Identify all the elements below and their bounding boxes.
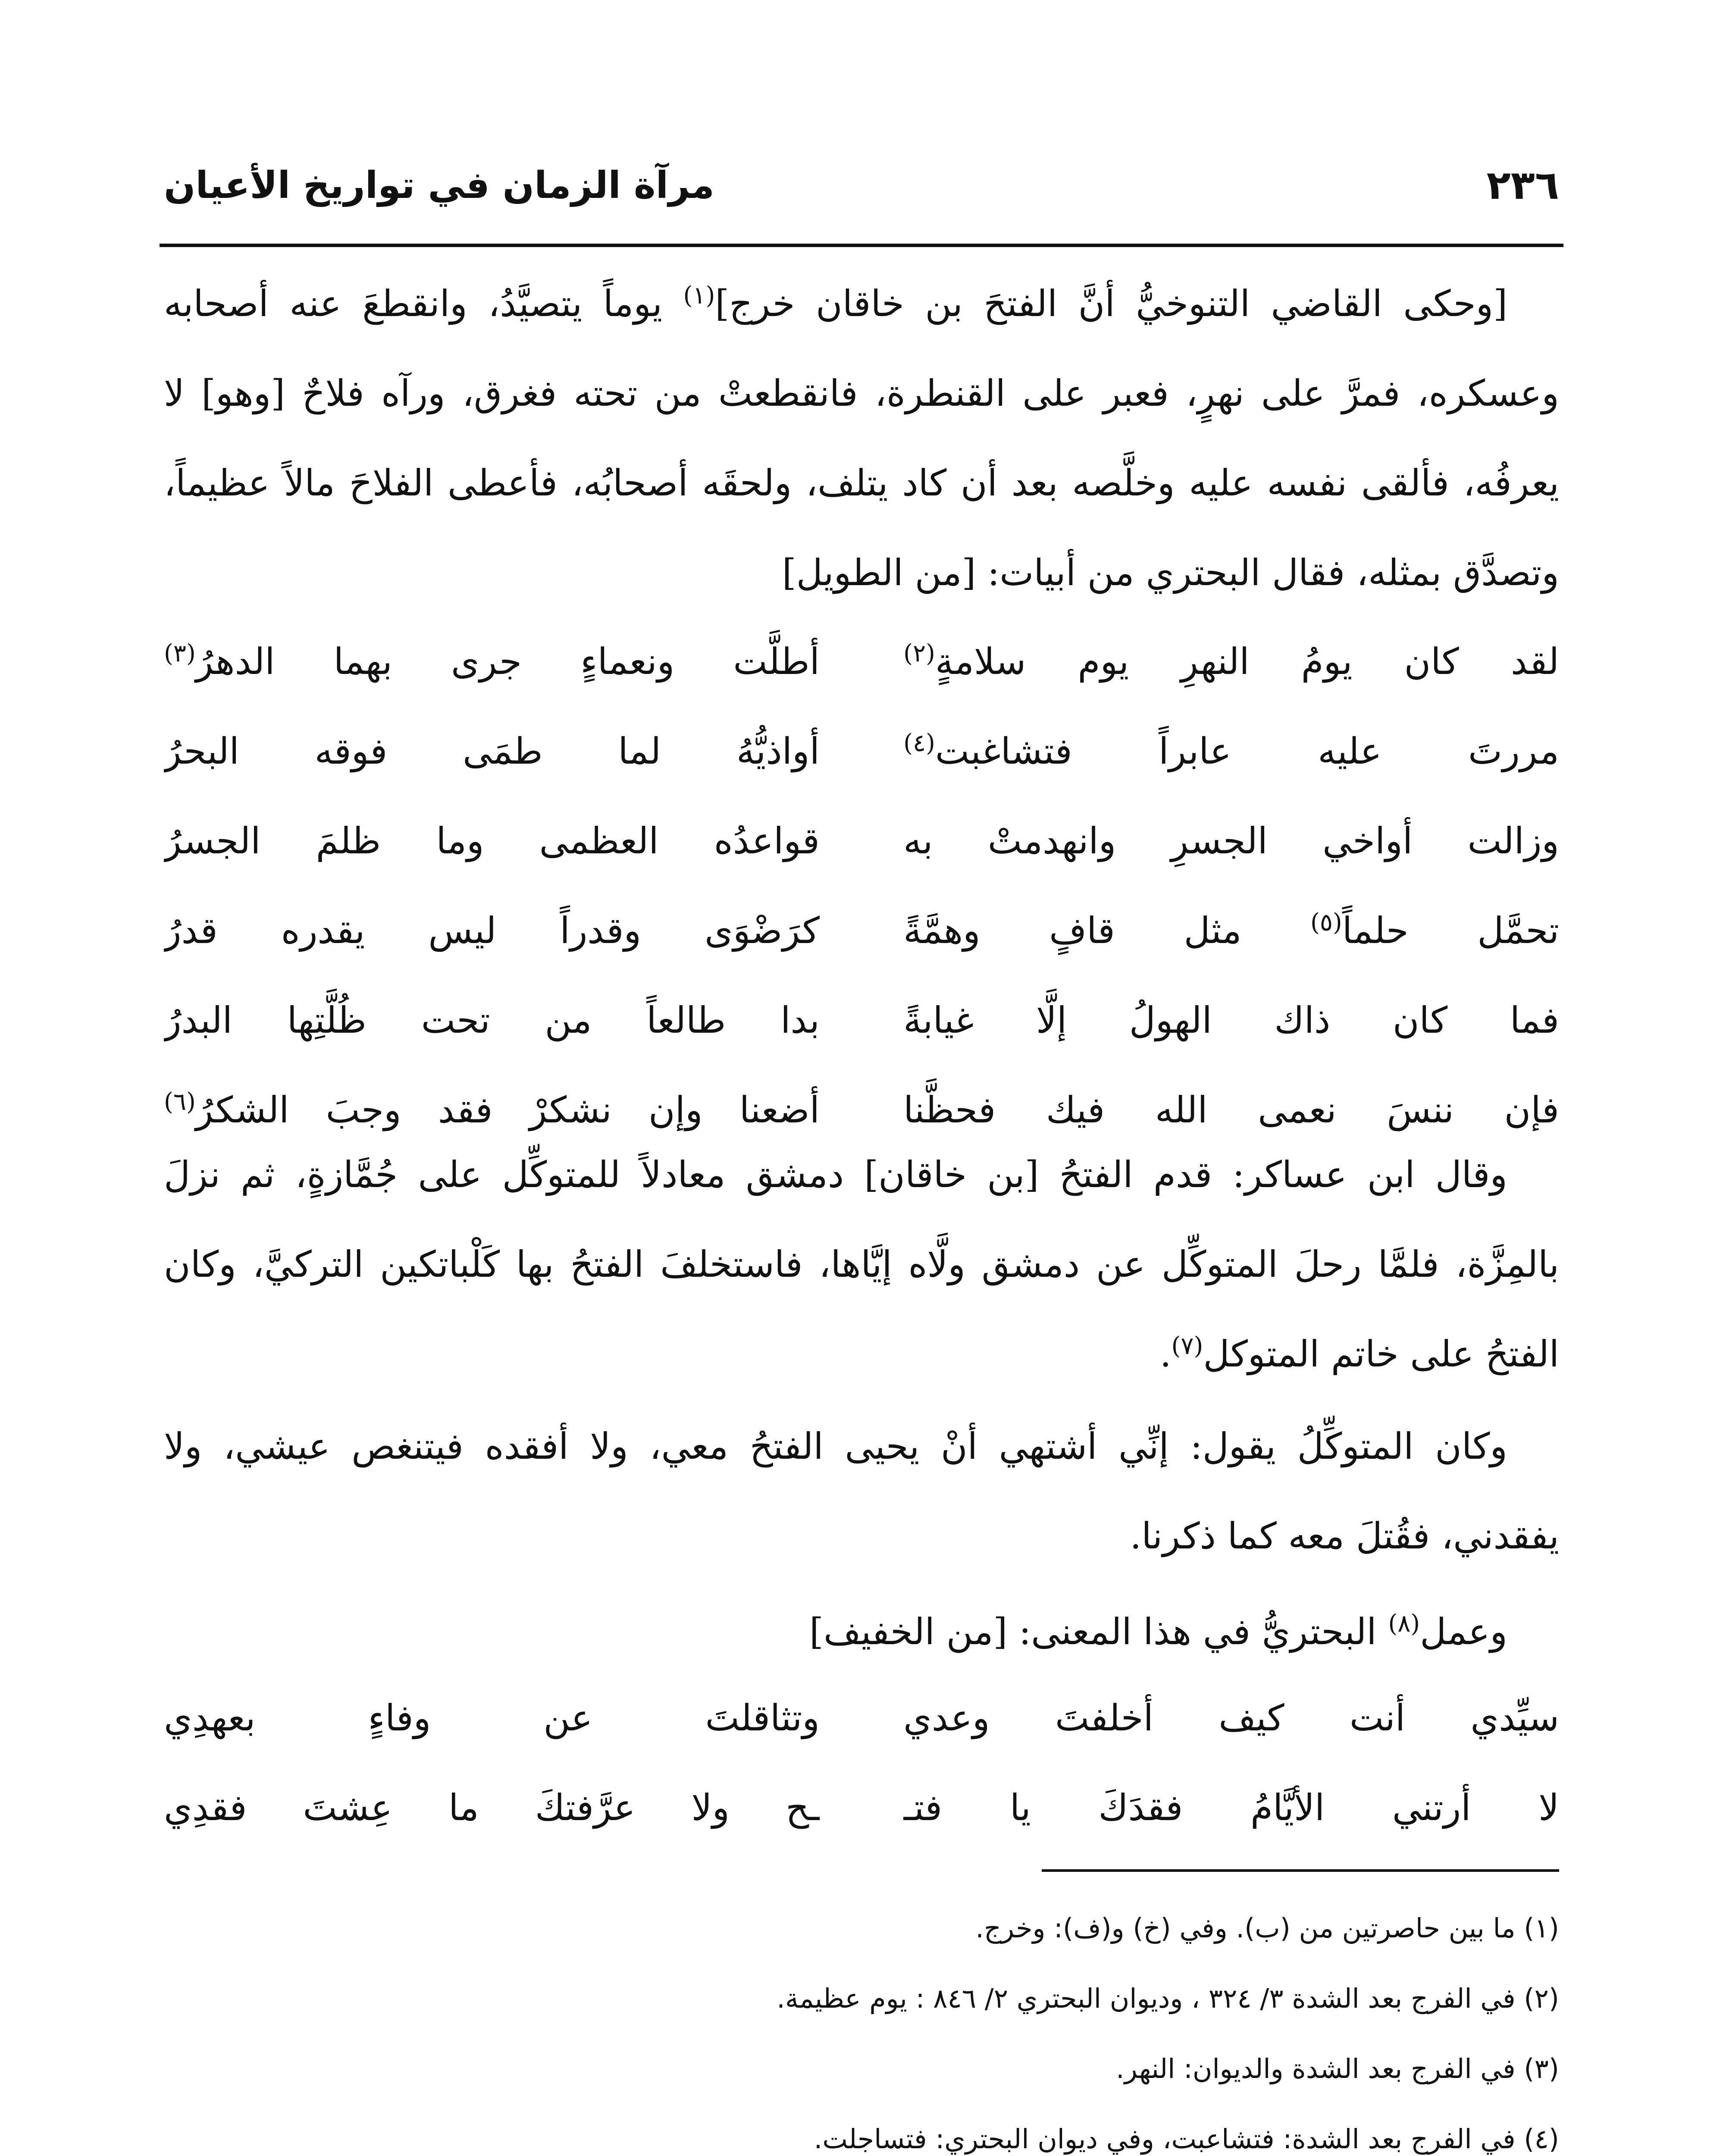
verse-line (164, 1763, 1559, 1852)
verse-second-hemistich: أضعنا وإن نشكرْ فقد وجبَ الشكرُ$^{(٦)}$ (164, 1088, 820, 1131)
footnote-marker: (١) (683, 282, 715, 310)
footnote-marker: (٦) (164, 1088, 196, 1116)
verse-second-hemistich: قواعدُه العظمى وما ظلمَ الجسرُ (164, 820, 820, 862)
footnote-marker: (٥) (1310, 909, 1342, 937)
paragraph-text: [وحكى القاضي التنوخيُّ أنَّ الفتحَ بن خاقان خرج] (715, 282, 1507, 325)
footnote-marker: (٤) (903, 729, 935, 757)
footnote: (١) ما بين حاصرتين من (ب). وفي (خ) و(ف): وخرج. (975, 1912, 1559, 1944)
verse-second-hemistich: كرَضْوَى وقدراً ليس يقدره قدرُ (164, 909, 820, 952)
footnotes (164, 1893, 1559, 2156)
paragraph-ibn-asakir: وقال ابن عساكر: قدم الفتحُ [بن خاقان] دمشق معادلاً للمتوكِّل على جُمَّازةٍ، ثم نزلَ بالمِزَّة، فلمَّا رحلَ المتوكِّل عن دمشق ولَّاه إيَّاها، فاستخلفَ الفتحُ بها كَلْباتكين التركيَّ، وكان الفتحُ على خاتم المتوكل$^{(٧)}$. (164, 1153, 1559, 1375)
verse-second-hemistich: ـح ولا عرَّفتكَ ما عِشتَ فقدِي (164, 1786, 820, 1829)
paragraph-text: وعمل (1420, 1611, 1507, 1653)
verse-line (164, 975, 1559, 1065)
verse-first-hemistich: مررتَ عليه عابراً فتشاغبت$^{(٤)}$ (903, 729, 1559, 772)
verse-line (164, 796, 1559, 886)
footnote-divider (1042, 1869, 1559, 1872)
running-title: مرآة الزمان في تواريخ الأعيان (164, 164, 714, 207)
footnote-marker: (٨) (1388, 1610, 1420, 1638)
poem-buhturi-tawil (164, 617, 1559, 1155)
page-number: ٢٣٦ (1486, 162, 1559, 208)
paragraph-mutawakkil-saying (164, 1401, 1559, 1581)
paragraph-tanukhi-story (164, 259, 1559, 617)
verse-first-hemistich: فما كان ذاك الهولُ إلَّا غيابةً (903, 999, 1559, 1041)
paragraph-text: وكان المتوكِّلُ يقول: إنِّي أشتهي أنْ يحيى الفتحُ معي، ولا أفقده فيتنغص عيشي، ولا يفقدني، فقُتلَ معه كما ذكرنا. (164, 1425, 1559, 1557)
verse-first-hemistich: وزالت أواخي الجسرِ وانهدمتْ به (903, 820, 1559, 862)
verse-second-hemistich: وتثاقلتَ عن وفاءٍ بعهدِي (164, 1697, 820, 1739)
paragraph-buhturi-intro: وعمل$^{(٨)}$ البحتريُّ في هذا المعنى: [من الخفيف] (809, 1610, 1507, 1653)
verse-line (164, 706, 1559, 796)
footnote-marker: (٧) (1171, 1332, 1203, 1360)
footnote: (٣) في الفرج بعد الشدة والديوان: النهر. (1116, 2053, 1559, 2084)
paragraph-text: وقال ابن عساكر: قدم الفتحُ [بن خاقان] دمشق معادلاً للمتوكِّل على جُمَّازةٍ، ثم نزلَ بالمِزَّة، فلمَّا رحلَ المتوكِّل عن دمشق ولَّاه إيَّاها، فاستخلفَ الفتحُ بها كَلْباتكين التركيَّ، وكان الفتحُ على خاتم المتوكل (164, 1153, 1559, 1375)
verse-first-hemistich: لا أرتني الأيَّامُ فقدَكَ يا فتـ (903, 1786, 1559, 1829)
verse-line (164, 1673, 1559, 1763)
footnote-marker: (٢) (903, 639, 935, 667)
verse-first-hemistich: فإن ننسَ نعمى الله فيك فحظَّنا (903, 1089, 1559, 1131)
verse-first-hemistich: تحمَّل حلماً$^{(٥)}$ مثل قافٍ وهمَّةً (903, 909, 1559, 952)
poem-buhturi-khafif (164, 1673, 1559, 1852)
header-divider (160, 244, 1563, 247)
verse-first-hemistich: لقد كان يومُ النهرِ يوم سلامةٍ$^{(٢)}$ (903, 639, 1559, 683)
footnote: (٤) في الفرج بعد الشدة: فتشاعبت، وفي ديوان البحتري: فتساجلت. (814, 2123, 1559, 2155)
paragraph-text: يوماً يتصيَّدُ، وانقطعَ عنه أصحابه وعسكره، فمرَّ على نهرٍ، فعبر على القنطرة، فانقطعتْ من تحته فغرق، ورآه فلاحٌ [وهو] لا يعرفُه، فألقى نفسه عليه وخلَّصه بعد أن كاد يتلف، ولحقَه أصحابُه، فأعطى الفلاحَ مالاً عظيماً، وتصدَّق بمثله، فقال البحتري من أبيات: [من الطويل] (164, 282, 1559, 594)
running-header (160, 155, 1563, 241)
verse-second-hemistich: بدا طالعاً من تحت ظُلَّتِها البدرُ (164, 999, 820, 1041)
footnote-marker: (٣) (164, 639, 196, 667)
verse-second-hemistich: أطلَّت ونعماءٍ جرى بهما الدهرُ$^{(٣)}$ (164, 639, 820, 683)
verse-line (164, 617, 1559, 706)
footnote: (٢) في الفرج بعد الشدة ٣/ ٣٢٤ ، وديوان البحتري ٢/ ٨٤٦ : يوم عظيمة. (777, 1983, 1559, 2014)
verse-line (164, 886, 1559, 975)
verse-second-hemistich: أواذيُّهُ لما طمَى فوقه البحرُ (164, 730, 820, 772)
verse-first-hemistich: سيِّدي أنت كيف أخلفتَ وعدي (903, 1697, 1559, 1739)
